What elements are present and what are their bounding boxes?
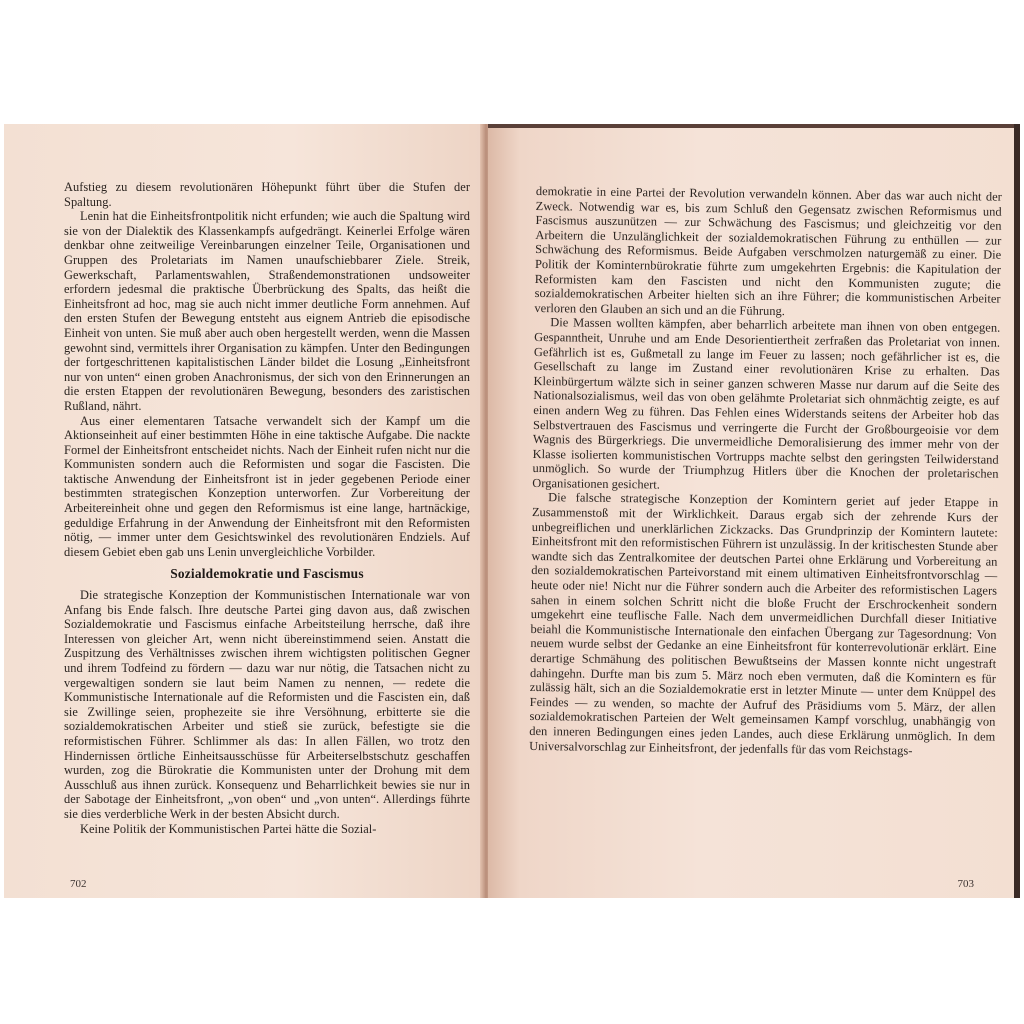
page-number: 702 xyxy=(70,878,87,890)
paragraph: Aufstieg zu diesem revolutionären Höhepunkt führt über die Stufen der Spaltung. xyxy=(64,180,470,209)
page-edge-shadow xyxy=(488,124,1020,128)
left-page-text xyxy=(64,180,470,836)
page-number: 703 xyxy=(957,878,974,890)
paragraph: Keine Politik der Kommunistischen Partei hätte die Sozial- xyxy=(80,821,377,836)
paragraph: Die Massen wollten kämpfen, aber beharrlich arbeitete man ihnen von oben entgegen. Gespanntheit, Unruhe und am Ende Desorientiertheit zerfraßen das Proletariat von innen. Gefährlich ist es, Gußmetall zu lange im Feuer zu lassen; noch gefährlicher ist es, die Gesellschaft zu lange im Zustand einer revolutionären Krise zu erhalten. Das Kleinbürgertum wälzte sich in seiner ganzen schweren Masse nur darum auf die Seite des Nationalsozialismus, weil das von oben gelähmte Proletariat sich ohnmächtig zeigte, es auf einen andern Weg zu führen. Das Fehlen eines Widerstands seitens der Arbeiter hob das Selbstvertrauen des Fascismus und verringerte die Furcht der Großbourgeoisie vor dem Wagnis des Bürgerkriegs. Die unvermeidliche Demoralisierung des immer mehr von der Klasse isolierten kommunistischen Vortrupps machte selbst den geringsten Teilwiderstand unmöglich. So wurde der Triumphzug Hitlers über die Knochen der proletarischen Organisationen gesichert. xyxy=(532,315,1001,492)
paragraph: demokratie in eine Partei der Revolution verwandeln können. Aber das war auch nicht der Zweck. Notwendig war es, bis zum Schluß den Gegensatz zwischen Reformismus und Fascismus auszunützen — zur Schwächung des Fascismus; und gleichzeitig vor den Arbeitern die Unzulänglichkeit der sozialdemokratischen Führung zu enthüllen — zur Schwächung des Reformismus. Beide Aufgaben verschmolzen naturgemäß zu einer. Die Politik der Kominternbürokratie führte zum umgekehrten Ergebnis: die Kapitulation der Reformisten kam den Fascisten und nicht den Kommunisten zugute; die sozialdemokratischen Arbeiter hielten sich an ihre Führer; die kommunistischen Arbeiter verloren den Glauben an sich und an die Führung. xyxy=(534,184,1002,318)
paragraph: Die falsche strategische Konzeption der Komintern geriet auf jeder Etappe in Zusammenstoß mit der Wirklichkeit. Daraus ergab sich der zehrende Kurs der unbegreiflichen und unerklärlichen Zickzacks. Das Grundprinzip der Komintern lautete: Einheitsfront mit den reformistischen Führern ist unzulässig. In der kritischesten Stunde aber wandte sich das Zentralkomitee der deutschen Partei ohne Erklärung und Vorbereitung an den sozialdemokratischen Parteivorstand mit einem ultimativen Einheitsfrontvorschlag — heute oder nie! Nicht nur die Führer sondern auch die Arbeiter des reformistischen Lagers sahen in einem solchen Schritt nicht die bloße Frucht der Erschrockenheit sondern umgekehrt eine teuflische Falle. Nach dem unvermeidlichen Durchfall dieser Initiative beiahl die Kommunistische Internationale den einfachen Übergang zur Tagesordnung: Von neuem wurde selbst der Gedanke an eine Einheitsfront für konterrevolutionär erklärt. Eine derartige Schmähung des politischen Bewußtseins der Massen konnte nicht ungestraft dahingehn. Durfte man bis zum 5. März noch eben vermuten, daß die Komintern es für zulässig hält, sich an die Sozialdemokratie erst in letzter Minute — unter dem Knüppel des Feindes — zu wenden, so machte der Aufruf des Präsidiums vom 5. März, der allen sozialdemokratischen Parteien der Welt gemeinsamen Kampf vorschlug, unabhängig von den inneren Bedingungen eines jeden Landes, auch diese Erklärung unmöglich. In dem Universalvorschlag zur Einheitsfront, der jedenfalls für das vom Reichstags- xyxy=(529,490,999,758)
right-page-text xyxy=(529,184,1002,759)
right-page xyxy=(488,124,1020,898)
page-edge-shadow xyxy=(1014,124,1020,898)
paragraph: Die strategische Konzeption der Kommunistischen Internationale war von Anfang bis Ende falsch. Ihre deutsche Partei ging davon aus, daß zwischen Sozialdemokratie und Fascismus einfache Arbeitsteilung herrsche, daß ihre Interessen von gleicher Art, wenn nicht übereinstimmend seien. Anstatt die Zuspitzung des Verhältnisses zwischen ihrem wichtigsten politischen Gegner und ihrem Todfeind zu fördern — dazu war nur nötig, die Tatsachen nicht zu vergewaltigen sondern sie laut beim Namen zu nennen, — redete die Kommunistische Internationale auf die Reformisten und die Fascisten ein, daß sie Zwillinge seien, prophezeite sie ihre Versöhnung, erbitterte sie die sozialdemokratischen Arbeiter und stieß sie zurück, befestigte sie die reformistischen Führer. Schlimmer als das: In allen Fällen, wo trotz den Hindernissen örtliche Einheitsausschüsse für Arbeiterselbstschutz geschaffen wurden, zog die Bürokratie die Kommunisten unter der Drohung mit dem Ausschluß aus ihnen zurück. Konsequenz und Beharrlichkeit bewies sie nur in der Sabotage der Einheitsfront, „von oben“ und „von unten“. Allerdings führte sie dies verderbliche Werk in der besten Absicht durch. xyxy=(64,588,470,821)
paragraph: Aus einer elementaren Tatsache verwandelt sich der Kampf um die Aktionseinheit auf einer bestimmten Höhe in eine taktische Aufgabe. Die nackte Formel der Einheitsfront entscheidet nichts. Nach der Einheit rufen nicht nur die Kommunisten sondern auch die Reformisten und sogar die Fascisten. Die taktische Anwendung der Einheitsfront ist in jeder gegebenen Periode einer bestimmten strategischen Konzeption unterworfen. Zur Vorbereitung der Arbeitereinheit ohne und gegen den Reformismus ist eine lange, hartnäckige, geduldige Erfahrung in der Anwendung der Einheitsfront mit den Reformisten nötig, — immer unter dem Gesichtswinkel des revolutionären Endziels. Auf diesem Gebiet eben gab uns Lenin unvergleichliche Vorbilder. xyxy=(64,413,470,559)
section-heading: Sozialdemokratie und Fascismus xyxy=(170,566,364,582)
left-page xyxy=(4,124,484,898)
open-book xyxy=(4,124,1020,898)
paragraph: Lenin hat die Einheitsfrontpolitik nicht erfunden; wie auch die Spaltung wird sie von der Dialektik des Klassenkampfs aufgedrängt. Keinerlei Erfolge wären denkbar ohne zeitweilige Vereinbarungen einzelner Teile, Organisationen und Gruppen des Proletariats im Namen unaufschiebbarer Ziele. Streik, Gewerkschaft, Parlamentswahlen, Straßendemonstrationen undsoweiter erfordern jedesmal die praktische Überbrückung des Spalts, das heißt die Einheitsfront ad hoc, mag sie auch nicht immer deutliche Form annehmen. Auf den ersten Stufen der Bewegung entsteht aus eignem Antrieb die episodische Einheit von unten. Sie muß aber auch oben hergestellt werden, wenn die Massen gewohnt sind, vermittels ihrer Organisation zu kämpfen. Unter den Bedingungen der fortgeschrittenen kapitalistischen Länder bildet die Losung „Einheitsfront nur von unten“ einen groben Anachronismus, der sich von den Erinnerungen an die ersten Etappen der revolutionären Bewegung, besonders des zaristischen Rußland, nährt. xyxy=(64,209,470,413)
